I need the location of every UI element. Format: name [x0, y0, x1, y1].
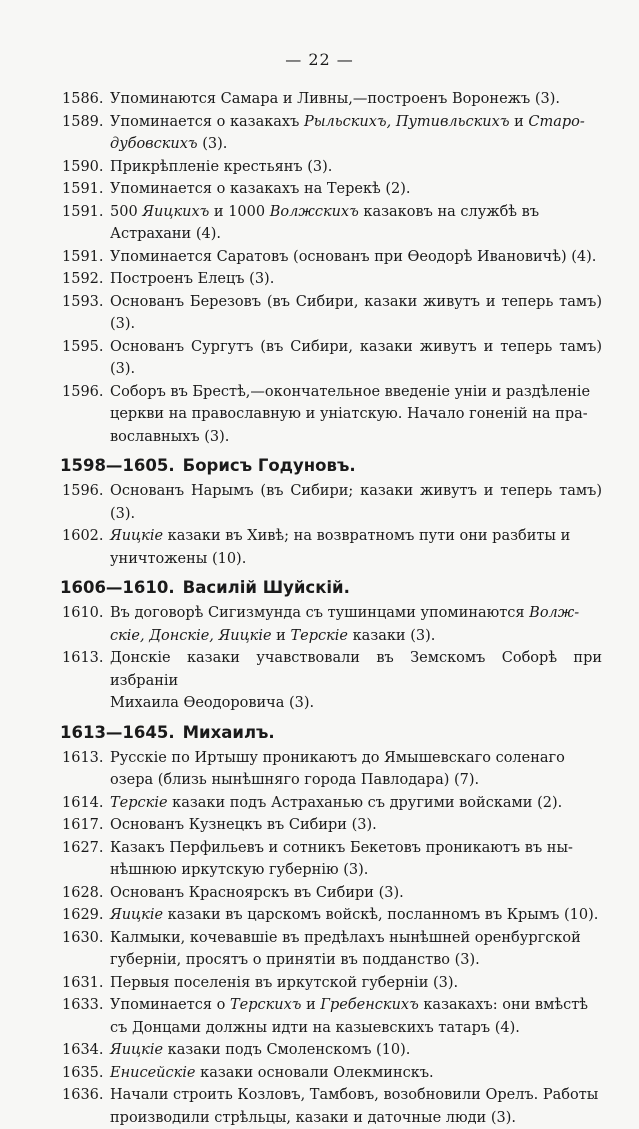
entry-year: 1635. — [62, 1062, 110, 1085]
chronology-entry — [62, 178, 602, 201]
chronology-entry — [62, 156, 602, 179]
page-number: — 22 — — [0, 50, 639, 69]
entry-year: 1589. — [62, 111, 110, 134]
chronology-entry — [62, 747, 602, 792]
entry-year: 1602. — [62, 525, 110, 548]
chronology-entry — [62, 111, 602, 156]
reign-years: 1606—1610. — [60, 578, 175, 597]
entry-year: 1633. — [62, 994, 110, 1017]
entry-continuation: производили стрѣльцы, казаки и даточные люди (3). — [62, 1107, 602, 1129]
reign-heading — [60, 721, 602, 745]
entry-text: Прикрѣпленіе крестьянъ (3). — [110, 156, 602, 179]
entry-text: Русскіе по Иртышу проникаютъ до Ямышевскаго соленаго — [110, 747, 602, 770]
entry-text: Основанъ Березовъ (въ Сибири, казаки живутъ и теперь тамъ) (3). — [110, 291, 602, 336]
chronology-entry — [62, 201, 602, 246]
chronology-entry — [62, 647, 602, 715]
entry-year: 1591. — [62, 201, 110, 224]
entry-year: 1627. — [62, 837, 110, 860]
chronology-entry — [62, 792, 602, 815]
entry-continuation: нѣшнюю иркутскую губернію (3). — [62, 859, 602, 882]
entry-year: 1595. — [62, 336, 110, 381]
chronology-entry — [62, 994, 602, 1039]
entry-continuation: озера (близь нынѣшняго города Павлодара) (7). — [62, 769, 602, 792]
chronology-entry — [62, 336, 602, 381]
entry-text: Упоминается о казакахъ Рыльскихъ, Путивльскихъ и Старо- — [110, 111, 602, 134]
reign-years: 1613—1645. — [60, 723, 175, 742]
entry-year: 1629. — [62, 904, 110, 927]
reign-ruler: Борисъ Годуновъ. — [183, 456, 356, 475]
entry-continuation: дубовскихъ (3). — [62, 133, 602, 156]
entry-year: 1613. — [62, 747, 110, 770]
entry-text: Основанъ Нарымъ (въ Сибири; казаки живутъ и теперь тамъ) (3). — [110, 480, 602, 525]
chronology-entry — [62, 88, 602, 111]
chronology-entry — [62, 291, 602, 336]
reign-ruler: Василій Шуйскій. — [183, 578, 350, 597]
entry-text: Первыя поселенія въ иркутской губерніи (3). — [110, 972, 602, 995]
entry-year: 1617. — [62, 814, 110, 837]
entry-continuation: Михаила Ѳеодоровича (3). — [62, 692, 602, 715]
entry-year: 1628. — [62, 882, 110, 905]
entry-text: Яицкіе казаки подъ Смоленскомъ (10). — [110, 1039, 602, 1062]
entry-text: 500 Яицкихъ и 1000 Волжскихъ казаковъ на службѣ въ — [110, 201, 602, 224]
chronology-entry — [62, 837, 602, 882]
entry-text: Казакъ Перфильевъ и сотникъ Бекетовъ проникаютъ въ ны- — [110, 837, 602, 860]
entry-text: Яицкіе казаки въ царскомъ войскѣ, посланномъ въ Крымъ (10). — [110, 904, 602, 927]
entry-year: 1586. — [62, 88, 110, 111]
chronology-entry — [62, 268, 602, 291]
entry-year: 1614. — [62, 792, 110, 815]
entry-continuation: съ Донцами должны идти на казыевскихъ татаръ (4). — [62, 1017, 602, 1040]
chronology-entry — [62, 904, 602, 927]
entry-year: 1596. — [62, 480, 110, 525]
chronology-entry — [62, 246, 602, 269]
entry-text: Яицкіе казаки въ Хивѣ; на возвратномъ пути они разбиты и — [110, 525, 602, 548]
chronology-entry — [62, 882, 602, 905]
chronology-entry — [62, 814, 602, 837]
entry-text: Упоминаются Самара и Ливны,—построенъ Воронежъ (3). — [110, 88, 602, 111]
entry-text: Упоминается о Терскихъ и Гребенскихъ казакахъ: они вмѣстѣ — [110, 994, 602, 1017]
entry-continuation: губерніи, просятъ о принятіи въ подданство (3). — [62, 949, 602, 972]
chronology-entry — [62, 480, 602, 525]
entry-year: 1592. — [62, 268, 110, 291]
entry-year: 1613. — [62, 647, 110, 692]
entry-text: Калмыки, кочевавшіе въ предѣлахъ нынѣшней оренбургской — [110, 927, 602, 950]
entry-year: 1591. — [62, 178, 110, 201]
entry-continuation: Астрахани (4). — [62, 223, 602, 246]
entry-continuation: вославныхъ (3). — [62, 426, 602, 449]
entry-text: Основанъ Красноярскъ въ Сибири (3). — [110, 882, 602, 905]
entry-text: Начали строить Козловъ, Тамбовъ, возобновили Орелъ. Работы — [110, 1084, 602, 1107]
entry-year: 1591. — [62, 246, 110, 269]
entry-text: Терскіе казаки подъ Астраханью съ другими войсками (2). — [110, 792, 602, 815]
entry-continuation: уничтожены (10). — [62, 548, 602, 571]
entry-continuation: скіе, Донскіе, Яицкіе и Терскіе казаки (3). — [62, 625, 602, 648]
reign-heading — [60, 454, 602, 478]
reign-heading — [60, 576, 602, 600]
chronology-entry — [62, 525, 602, 570]
entry-text: Основанъ Кузнецкъ въ Сибири (3). — [110, 814, 602, 837]
entry-year: 1596. — [62, 381, 110, 404]
chronology-entry — [62, 1084, 602, 1129]
entry-year: 1590. — [62, 156, 110, 179]
entry-text: Донскіе казаки учавствовали въ Земскомъ Соборѣ при избраніи — [110, 647, 602, 692]
reign-ruler: Михаилъ. — [183, 723, 275, 742]
chronology-entry — [62, 1062, 602, 1085]
entry-year: 1636. — [62, 1084, 110, 1107]
chronology-entry — [62, 602, 602, 647]
chronology-entry — [62, 1039, 602, 1062]
entry-text: Основанъ Сургутъ (въ Сибири, казаки живутъ и теперь тамъ) (3). — [110, 336, 602, 381]
chronology-list — [62, 88, 602, 1129]
entry-year: 1630. — [62, 927, 110, 950]
entry-year: 1593. — [62, 291, 110, 336]
entry-text: Построенъ Елецъ (3). — [110, 268, 602, 291]
entry-text: Въ договорѣ Сигизмунда съ тушинцами упоминаются Волж- — [110, 602, 602, 625]
reign-years: 1598—1605. — [60, 456, 175, 475]
entry-year: 1631. — [62, 972, 110, 995]
chronology-entry — [62, 381, 602, 449]
chronology-entry — [62, 927, 602, 972]
entry-continuation: церкви на православную и уніатскую. Начало гоненій на пра- — [62, 403, 602, 426]
entry-text: Упоминается Саратовъ (основанъ при Ѳеодорѣ Ивановичѣ) (4). — [110, 246, 602, 269]
entry-year: 1610. — [62, 602, 110, 625]
chronology-entry — [62, 972, 602, 995]
entry-text: Соборъ въ Брестѣ,—окончательное введеніе уніи и раздѣленіе — [110, 381, 602, 404]
entry-year: 1634. — [62, 1039, 110, 1062]
entry-text: Упоминается о казакахъ на Терекѣ (2). — [110, 178, 602, 201]
entry-text: Енисейскіе казаки основали Олекминскъ. — [110, 1062, 602, 1085]
